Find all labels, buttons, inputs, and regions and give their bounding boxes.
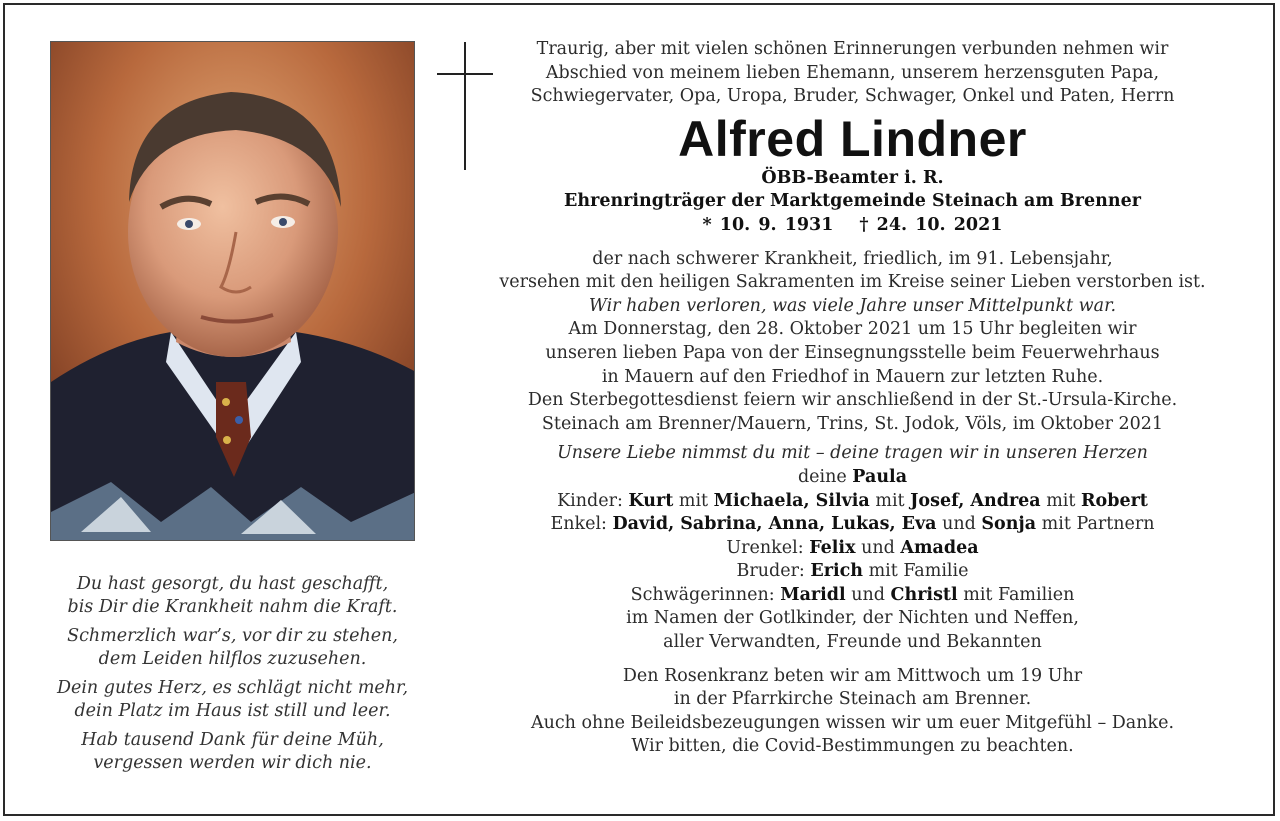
obituary-card [3, 3, 1275, 816]
intro-line: Schwiegervater, Opa, Uropa, Bruder, Schwager, Onkel und Paten, Herrn [530, 86, 1175, 107]
label: Schwägerinnen: [630, 584, 781, 605]
quote-line: Unsere Liebe nimmst du mit – deine tragen wir in unseren Herzen [557, 443, 1148, 464]
label: deine [797, 466, 853, 487]
poem-stanza-4 [50, 729, 415, 775]
quote-line: Wir haben verloren, was viele Jahre unser Mittelpunkt war. [588, 295, 1117, 316]
names: Sonja [981, 514, 1037, 535]
names: Kurt [628, 490, 674, 511]
body-line: der nach schwerer Krankheit, friedlich, im 91. Lebensjahr, [592, 248, 1113, 269]
poem-line: vergessen werden wir dich nie. [93, 753, 372, 773]
cross-icon [464, 42, 466, 170]
title-honor: Ehrenringträger der Marktgemeinde Steinach am Brenner [564, 191, 1141, 212]
life-dates [475, 214, 1230, 238]
title-occupation: ÖBB-Beamter i. R. [761, 167, 944, 188]
poem-line: dein Platz im Haus ist still und leer. [74, 701, 391, 721]
names: Michaela, Silvia [713, 490, 870, 511]
label: Kinder: [557, 490, 629, 511]
place-date-line: Steinach am Brenner/Mauern, Trins, St. Jodok, Völs, im Oktober 2021 [541, 413, 1164, 434]
funeral-line: in Mauern auf den Friedhof in Mauern zur letzten Ruhe. [601, 366, 1104, 387]
names: Christl [890, 584, 958, 605]
label: mit Familien [957, 584, 1075, 605]
family-brother [475, 560, 1230, 584]
family-sisters-in-law [475, 584, 1230, 608]
intro-line: Abschied von meinem lieben Ehemann, unserem herzensguten Papa, [545, 62, 1160, 83]
poem-line: Schmerzlich war’s, vor dir zu stehen, [67, 626, 398, 646]
label: mit Partnern [1036, 514, 1155, 535]
deceased-name: Alfred Lindner [678, 110, 1027, 167]
names: Josef, Andrea [910, 490, 1041, 511]
label: und [936, 514, 982, 535]
label: Enkel: [550, 514, 613, 535]
birth-date: * 10. 9. 1931 [702, 214, 834, 235]
family-children [475, 490, 1230, 514]
funeral-line: Am Donnerstag, den 28. Oktober 2021 um 15 Uhr begleiten wir [568, 319, 1137, 340]
closing-line: Auch ohne Beileidsbezeugungen wissen wir um euer Mitgefühl – Danke. [530, 712, 1175, 733]
names: Erich [810, 561, 863, 582]
portrait-photo [50, 41, 415, 541]
body-line: versehen mit den heiligen Sakramenten im Kreise seiner Lieben verstorben ist. [499, 272, 1206, 293]
funeral-line: Den Sterbegottesdienst feiern wir anschließend in der St.-Ursula-Kirche. [527, 390, 1178, 411]
poem-stanza-2 [50, 625, 415, 671]
death-date: † 24. 10. 2021 [859, 214, 1003, 235]
closing-line: Wir bitten, die Covid-Bestimmungen zu beachten. [631, 736, 1074, 757]
label: mit [673, 490, 714, 511]
funeral-line: unseren lieben Papa von der Einsegnungsstelle beim Feuerwehrhaus [545, 342, 1160, 363]
poem [50, 573, 415, 781]
obituary-text [475, 38, 1230, 759]
names: Amadea [900, 537, 979, 558]
names: David, Sabrina, Anna, Lukas, Eva [612, 514, 937, 535]
label: Urenkel: [726, 537, 810, 558]
poem-line: Dein gutes Herz, es schlägt nicht mehr, [56, 678, 409, 698]
names: Maridl [780, 584, 846, 605]
label: mit [869, 490, 911, 511]
poem-line: dem Leiden hilflos zuzusehen. [98, 649, 367, 669]
closing-line: in der Pfarrkirche Steinach am Brenner. [673, 689, 1032, 710]
label: mit [1040, 490, 1081, 511]
label: Bruder: [736, 561, 811, 582]
closing-line: Den Rosenkranz beten wir am Mittwoch um 19 Uhr [622, 665, 1083, 686]
family-others: im Namen der Gotlkinder, der Nichten und Neffen, [626, 608, 1079, 629]
family-grandchildren [475, 513, 1230, 537]
label: mit Familie [863, 561, 969, 582]
poem-line: Du hast gesorgt, du hast geschafft, [76, 574, 389, 594]
family-others: aller Verwandten, Freunde und Bekannten [663, 632, 1042, 653]
poem-stanza-1 [50, 573, 415, 619]
name-wife: Paula [852, 466, 908, 487]
label: und [855, 537, 901, 558]
family-great-grandchildren [475, 537, 1230, 561]
poem-line: bis Dir die Krankheit nahm die Kraft. [67, 597, 398, 617]
intro-line: Traurig, aber mit vielen schönen Erinnerungen verbunden nehmen wir [536, 39, 1169, 59]
poem-stanza-3 [50, 677, 415, 723]
names: Robert [1081, 490, 1148, 511]
names: Felix [809, 537, 856, 558]
poem-line: Hab tausend Dank für deine Müh, [81, 730, 384, 750]
label: und [845, 584, 891, 605]
family-wife [475, 466, 1230, 490]
